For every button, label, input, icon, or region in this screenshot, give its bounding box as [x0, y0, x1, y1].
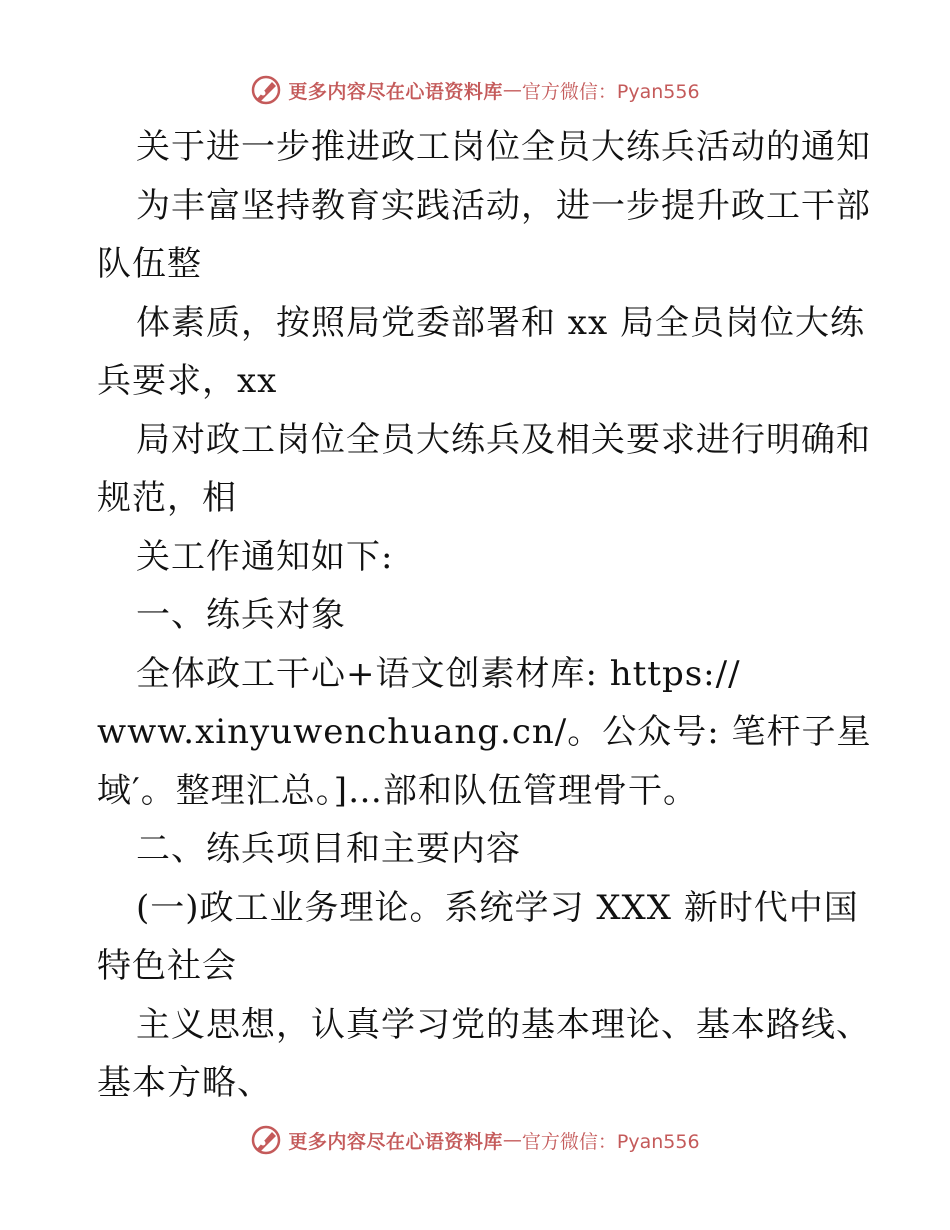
paragraph-line: 特色社会	[97, 946, 237, 986]
paragraph-line: 规范，相	[97, 478, 237, 518]
paragraph-line: 全体政工干心+语文创素材库: https://	[136, 653, 741, 694]
paragraph-line: 局对政工岗位全员大练兵及相关要求进行明确和	[136, 419, 871, 460]
footer-brand-text: 更多内容尽在心语资料库	[288, 1130, 503, 1153]
footer-dash: —	[502, 1129, 522, 1151]
header-dash: —	[502, 79, 522, 101]
paragraph-line: 主义思想，认真学习党的基本理论、基本路线、	[136, 1004, 871, 1045]
header-brand-text: 更多内容尽在心语资料库	[288, 80, 503, 103]
paragraph-line: 域′。整理汇总。]…部和队伍管理骨干。	[97, 770, 698, 811]
paragraph-line: 基本方略、	[97, 1063, 272, 1103]
footer-wechat-text: 官方微信：Pyan556	[521, 1130, 700, 1153]
section-heading: 一、练兵对象	[136, 595, 346, 635]
paragraph-line: 体素质，按照局党委部署和 xx 局全员岗位大练	[136, 302, 865, 343]
paragraph-line: 为丰富坚持教育实践活动，进一步提升政工干部	[136, 185, 871, 226]
document-body	[97, 118, 872, 1113]
pen-logo-icon	[250, 1124, 282, 1156]
subsection-heading: (一)政工业务理论。系统学习 XXX 新时代中国	[136, 887, 859, 928]
section-heading: 二、练兵项目和主要内容	[136, 829, 521, 869]
paragraph-line: 队伍整	[97, 244, 202, 284]
pen-logo-icon	[250, 74, 282, 106]
paragraph-line: 关工作通知如下:	[136, 536, 394, 577]
paragraph-line: www.xinyuwenchuang.cn/。公众号: 笔杆子星	[97, 712, 872, 752]
document-title: 关于进一步推进政工岗位全员大练兵活动的通知	[136, 127, 871, 167]
header-wechat-text: 官方微信：Pyan556	[521, 80, 700, 103]
footer-banner	[0, 1122, 950, 1158]
header-banner	[0, 72, 950, 108]
paragraph-line: 兵要求，xx	[97, 361, 278, 401]
